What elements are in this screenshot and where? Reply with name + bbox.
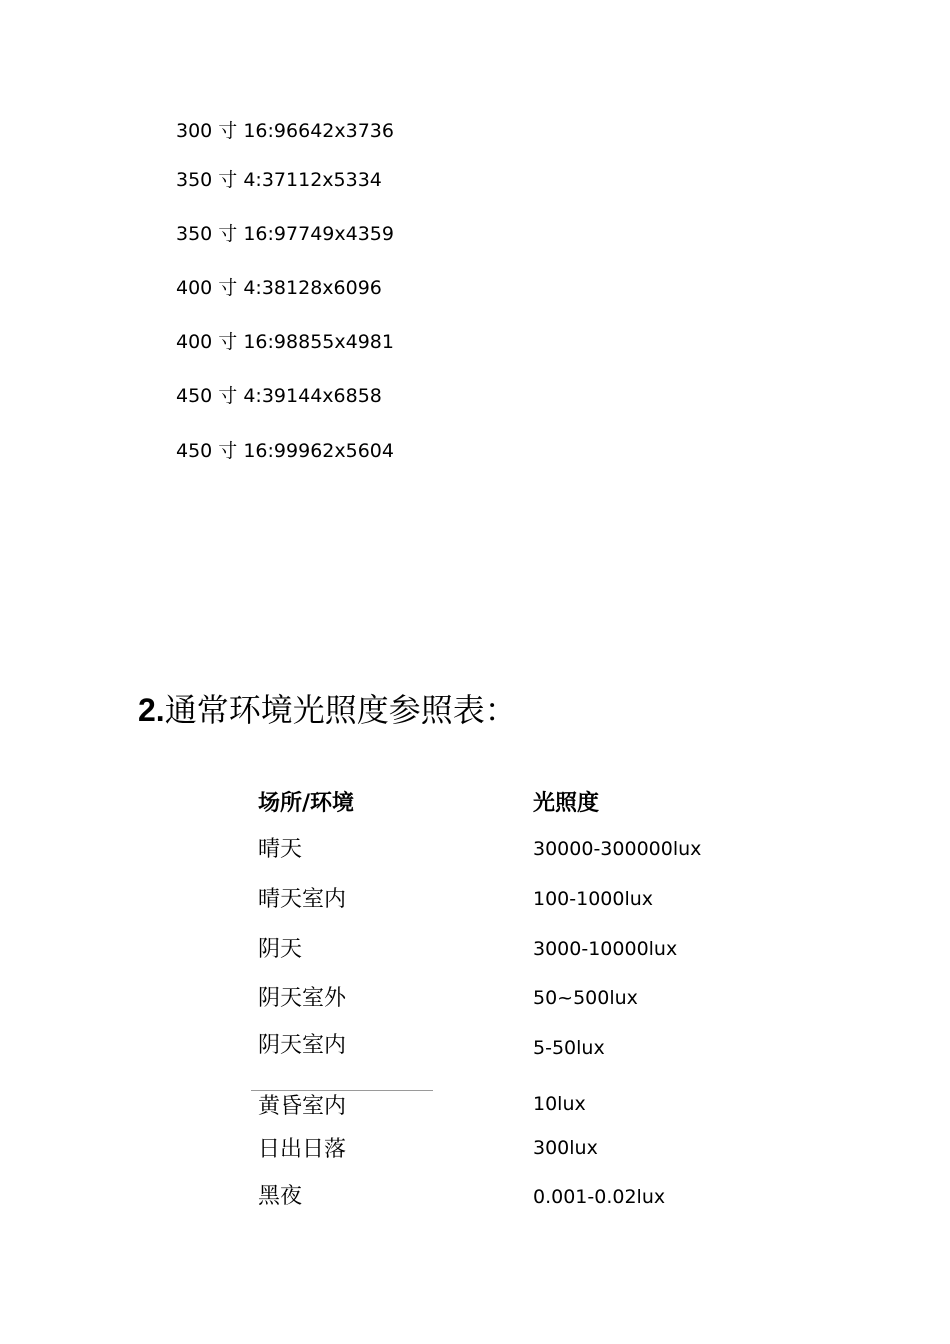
table-cell-place: 晴天室内 xyxy=(258,887,347,912)
spec-line: 350 寸 4:37112x5334 xyxy=(176,169,382,191)
table-cell-lux: 50~500lux xyxy=(533,987,638,1009)
spec-line: 400 寸 16:98855x4981 xyxy=(176,331,394,353)
table-cell-lux: 100-1000lux xyxy=(533,888,654,910)
table-cell-place: 阴天 xyxy=(258,937,303,962)
table-cell-place: 日出日落 xyxy=(258,1137,347,1162)
section-heading xyxy=(138,688,517,732)
table-cell-lux: 0.001-0.02lux xyxy=(533,1186,666,1208)
table-cell-lux: 30000-300000lux xyxy=(533,838,702,860)
table-cell-place: 黄昏室内 xyxy=(258,1094,347,1119)
spec-line: 300 寸 16:96642x3736 xyxy=(176,120,394,142)
spec-line: 350 寸 16:97749x4359 xyxy=(176,223,394,245)
spec-line: 400 寸 4:38128x6096 xyxy=(176,277,382,299)
table-cell-place: 黑夜 xyxy=(258,1184,303,1209)
section-number: 2. xyxy=(138,692,165,728)
table-cell-place: 阴天室内 xyxy=(258,1033,347,1058)
spec-line: 450 寸 4:39144x6858 xyxy=(176,385,382,407)
table-cell-place: 阴天室外 xyxy=(258,986,347,1011)
table-header-place: 场所/环境 xyxy=(258,791,355,816)
spec-line: 450 寸 16:99962x5604 xyxy=(176,440,394,462)
table-cell-lux: 10lux xyxy=(533,1093,586,1115)
table-header-lux: 光照度 xyxy=(533,791,600,816)
table-cell-lux: 3000-10000lux xyxy=(533,938,678,960)
table-divider xyxy=(251,1090,433,1091)
table-cell-place: 晴天 xyxy=(258,837,303,862)
section-title: 通常环境光照度参照表： xyxy=(164,691,517,729)
table-cell-lux: 5-50lux xyxy=(533,1037,605,1059)
table-cell-lux: 300lux xyxy=(533,1137,598,1159)
